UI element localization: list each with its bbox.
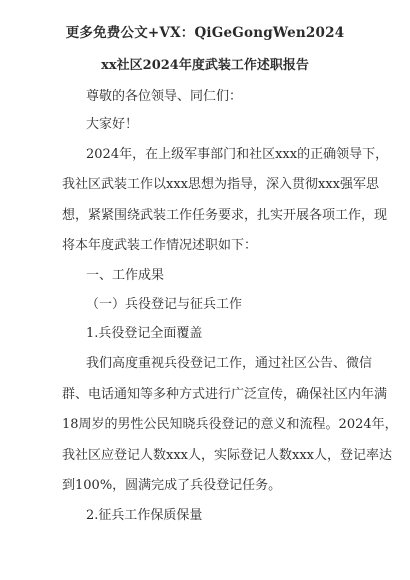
paragraph-line: 我们高度重视兵役登记工作，通过社区公告、微信 <box>86 356 373 371</box>
paragraph-line: 18周岁的男性公民知晓兵役登记的意义和流程。2024年， <box>62 417 398 432</box>
section-heading: 一、工作成果 <box>86 268 165 283</box>
paragraph-line: 2024年，在上级军事部门和社区xxx的正确领导下， <box>86 147 389 162</box>
item-heading: 2.征兵工作保质保量 <box>86 508 203 523</box>
item-heading: 1.兵役登记全面覆盖 <box>86 326 203 341</box>
paragraph-line: 我社区应登记人数xxx人，实际登记人数xxx人，登记率达 <box>62 448 392 463</box>
subsection-heading: （一）兵役登记与征兵工作 <box>86 297 243 312</box>
promo-banner: 更多免费公文+VX：QiGeGongWen2024 <box>65 25 345 41</box>
paragraph-line: 想，紧紧围绕武装工作任务要求，扎实开展各项工作，现 <box>62 208 388 223</box>
paragraph-line: 将本年度武装工作情况述职如下： <box>62 238 258 253</box>
document-title: xx社区2024年度武装工作述职报告 <box>101 58 309 73</box>
paragraph-line: 我社区武装工作以xxx思想为指导，深入贯彻xxx强军思 <box>62 177 379 192</box>
salutation: 尊敬的各位领导、同仁们： <box>86 89 243 104</box>
greeting: 大家好！ <box>86 117 139 132</box>
paragraph-line: 到100%，圆满完成了兵役登记任务。 <box>62 478 282 493</box>
paragraph-line: 群、电话通知等多种方式进行广泛宣传，确保社区内年满 <box>62 387 388 402</box>
